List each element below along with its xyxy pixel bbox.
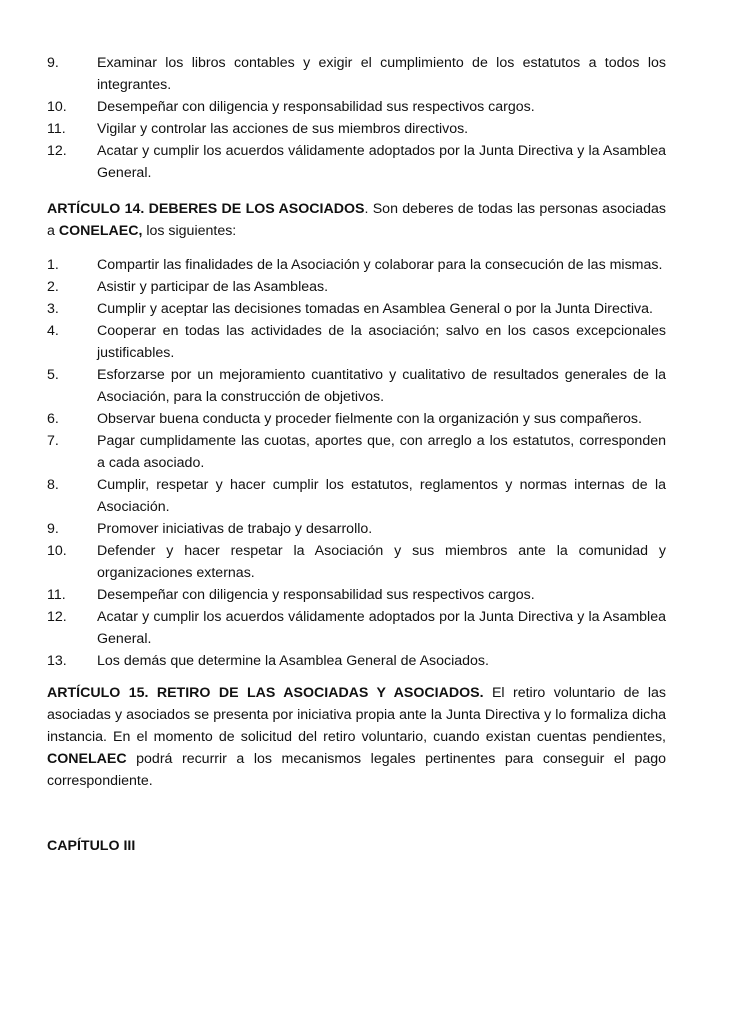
item-number: 1.	[47, 257, 59, 273]
item-number: 4.	[47, 323, 59, 339]
article-15-text-b: podrá recurrir a los mecanismos legales pertinentes para conseguir el pago correspondiente.	[47, 751, 666, 789]
list-item	[47, 254, 666, 276]
item-text: Pagar cumplidamente las cuotas, aportes que, con arreglo a los estatutos, corresponden a cada asociado.	[97, 433, 666, 471]
item-number: 10.	[47, 99, 67, 115]
list-item	[47, 430, 666, 474]
list-item	[47, 474, 666, 518]
item-text: Acatar y cumplir los acuerdos válidamente adoptados por la Junta Directiva y la Asamblea General.	[97, 143, 666, 181]
item-number: 3.	[47, 301, 59, 317]
item-number: 11.	[47, 587, 66, 603]
item-text: Desempeñar con diligencia y responsabilidad sus respectivos cargos.	[97, 99, 535, 115]
article-14-intro-text-b: los siguientes:	[142, 223, 237, 239]
list-item	[47, 52, 666, 96]
item-number: 2.	[47, 279, 59, 295]
item-text: Vigilar y controlar las acciones de sus miembros directivos.	[97, 121, 469, 137]
item-number: 7.	[47, 433, 59, 449]
list-item	[47, 320, 666, 364]
item-text: Cumplir, respetar y hacer cumplir los estatutos, reglamentos y normas internas de la Asociación.	[97, 477, 666, 515]
item-number: 8.	[47, 477, 59, 493]
article-14-heading: ARTÍCULO 14. DEBERES DE LOS ASOCIADOS	[47, 201, 365, 217]
duties-list	[47, 254, 666, 672]
item-number: 10.	[47, 543, 67, 559]
list-item	[47, 96, 666, 118]
item-number: 6.	[47, 411, 59, 427]
article-15-paragraph	[47, 682, 666, 792]
chapter-heading: CAPÍTULO III	[47, 838, 136, 854]
item-text: Acatar y cumplir los acuerdos válidamente adoptados por la Junta Directiva y la Asamblea General.	[97, 609, 666, 647]
item-text: Los demás que determine la Asamblea General de Asociados.	[97, 653, 489, 669]
list-item	[47, 650, 666, 672]
page-content	[47, 52, 666, 857]
item-text: Cumplir y aceptar las decisiones tomadas en Asamblea General o por la Junta Directiva.	[97, 301, 653, 317]
item-text: Compartir las finalidades de la Asociación y colaborar para la consecución de las mismas.	[97, 257, 663, 273]
item-text: Promover iniciativas de trabajo y desarrollo.	[97, 521, 373, 537]
item-number: 5.	[47, 367, 59, 383]
item-text: Cooperar en todas las actividades de la asociación; salvo en los casos excepcionales justificables.	[97, 323, 666, 361]
list-item	[47, 118, 666, 140]
list-item	[47, 140, 666, 184]
item-text: Esforzarse por un mejoramiento cuantitativo y cualitativo de resultados generales de la Asociación, para la construcción de objetivos.	[97, 367, 666, 405]
item-text: Defender y hacer respetar la Asociación y sus miembros ante la comunidad y organizaciones externas.	[97, 543, 666, 581]
list-item	[47, 276, 666, 298]
article-15-org-name: CONELAEC	[47, 751, 127, 767]
list-item	[47, 606, 666, 650]
item-number: 9.	[47, 521, 59, 537]
item-text: Examinar los libros contables y exigir el cumplimiento de los estatutos a todos los integrantes.	[97, 55, 666, 93]
item-number: 12.	[47, 609, 67, 625]
list-item	[47, 408, 666, 430]
item-number: 13.	[47, 653, 67, 669]
item-number: 11.	[47, 121, 66, 137]
item-text: Observar buena conducta y proceder fielmente con la organización y sus compañeros.	[97, 411, 642, 427]
continued-duties-list	[47, 52, 666, 184]
list-item	[47, 540, 666, 584]
article-14-org-name: CONELAEC,	[58, 223, 143, 239]
item-number: 12.	[47, 143, 67, 159]
article-14-intro-text-a: . Son deberes de todas las personas asociadas a	[47, 201, 666, 239]
list-item	[47, 518, 666, 540]
article-14-intro	[47, 198, 666, 242]
item-number: 9.	[47, 55, 59, 71]
list-item	[47, 298, 666, 320]
list-item	[47, 364, 666, 408]
list-item	[47, 584, 666, 606]
article-15-text-a: El retiro voluntario de las asociadas y asociados se presenta por iniciativa propia ante la Junta Directiva y lo formaliza dicha instancia. En el momento de solicitud del retiro voluntario, cuando existan cuentas pendientes,	[47, 685, 666, 745]
item-text: Desempeñar con diligencia y responsabilidad sus respectivos cargos.	[97, 587, 535, 603]
item-text: Asistir y participar de las Asambleas.	[97, 279, 329, 295]
article-15-heading: ARTÍCULO 15. RETIRO DE LAS ASOCIADAS Y ASOCIADOS.	[47, 685, 484, 701]
